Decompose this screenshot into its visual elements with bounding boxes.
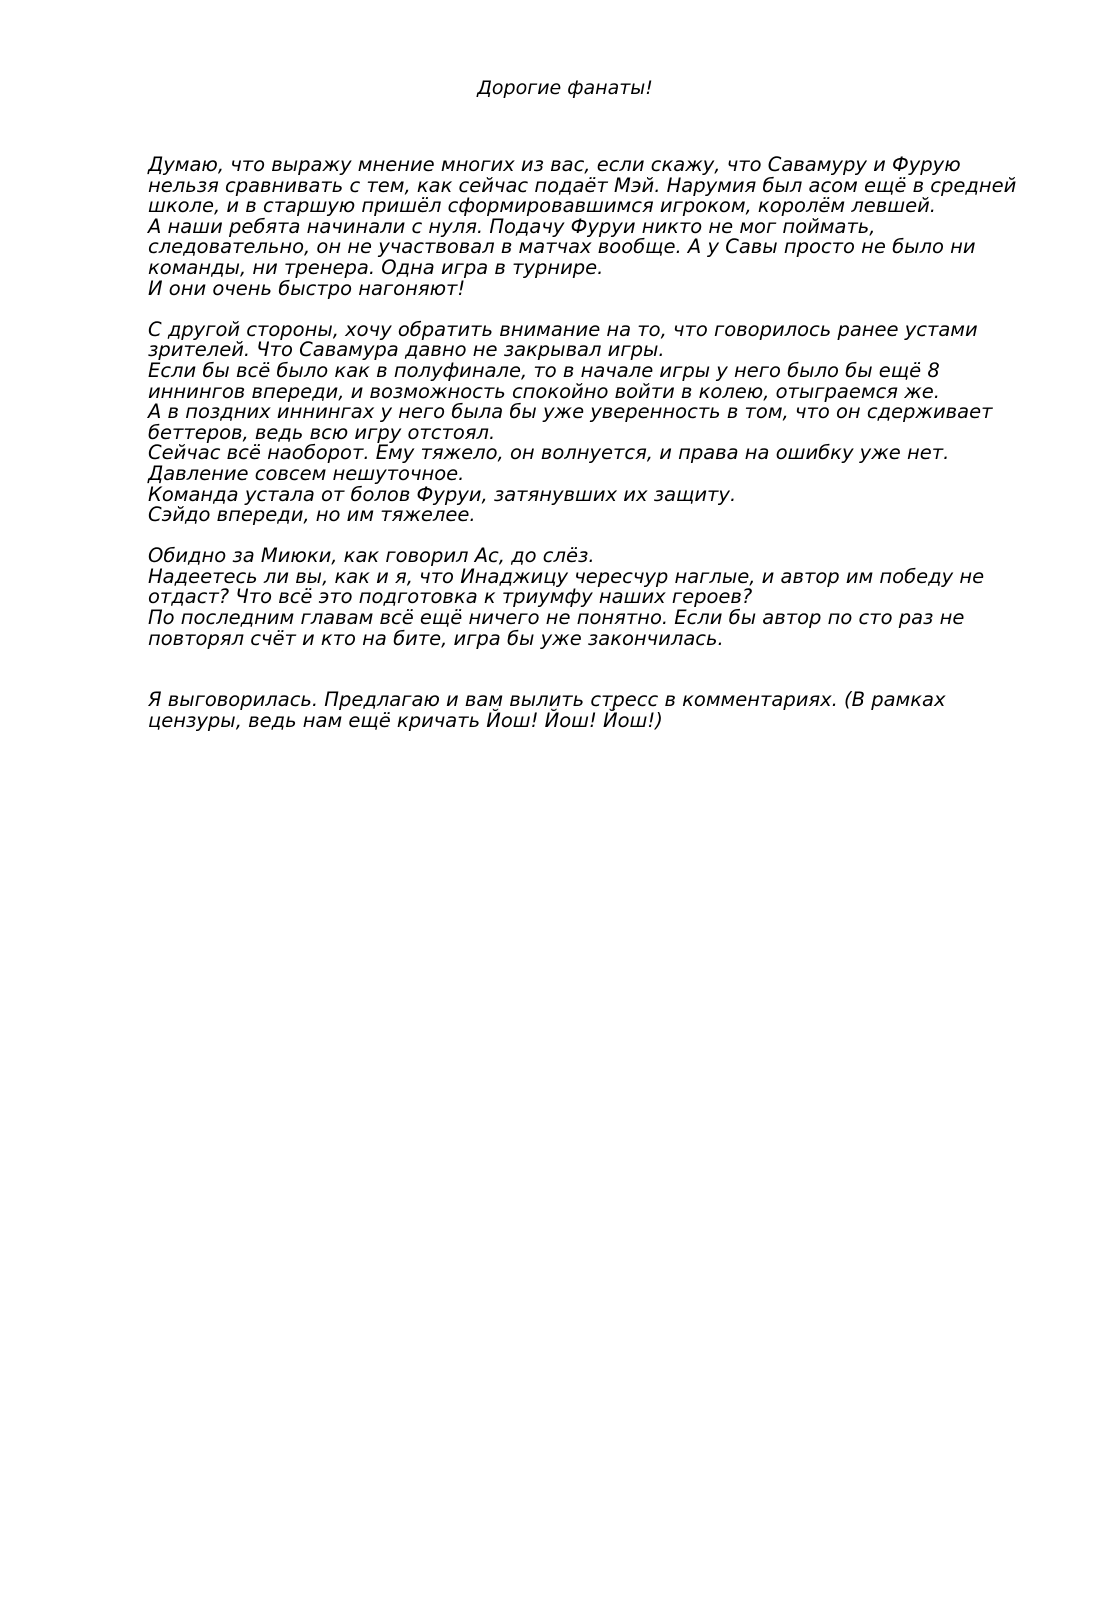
- text-line: Обидно за Миюки, как говорил Ас, до слёз.: [148, 544, 595, 568]
- text-line: иннингов впереди, и возможность спокойно войти в колею, отыграемся же.: [148, 379, 940, 403]
- paragraph-spacer: [148, 649, 1048, 690]
- text-line: школе, и в старшую пришёл сформировавшимся игроком, королём левшей.: [148, 194, 936, 218]
- text-line: следовательно, он не участвовал в матчах вообще. А у Савы просто не было ни: [148, 235, 976, 259]
- text-line: По последним главам всё ещё ничего не понятно. Если бы автор по сто раз не: [148, 606, 965, 630]
- document-body: [148, 155, 1048, 732]
- text-line: нельзя сравнивать с тем, как сейчас подаёт Мэй. Нарумия был асом ещё в средней: [148, 173, 1017, 197]
- text-line: Я выговорилась. Предлагаю и вам вылить стресс в комментариях. (В рамках: [148, 688, 946, 712]
- paragraph-1: [148, 155, 1048, 299]
- text-line: Надеетесь ли вы, как и я, что Инаджицу чересчур наглые, и автор им победу не: [148, 564, 985, 588]
- paragraph-3: [148, 546, 1048, 649]
- text-line: цензуры, ведь нам ещё кричать Йош! Йош! Йош!): [148, 709, 663, 733]
- text-line: зрителей. Что Савамура давно не закрывал игры.: [148, 338, 665, 362]
- text-line: Сэйдо впереди, но им тяжелее.: [148, 503, 476, 527]
- text-line: Давление совсем нешуточное.: [148, 461, 465, 485]
- paragraph-spacer: [148, 299, 1048, 320]
- text-line: А наши ребята начинали с нуля. Подачу Фуруи никто не мог поймать,: [148, 214, 876, 238]
- paragraph-2: [148, 317, 1048, 527]
- text-line: повторял счёт и кто на бите, игра бы уже закончилась.: [148, 626, 724, 650]
- text-line: команды, ни тренера. Одна игра в турнире.: [148, 255, 604, 279]
- text-line: С другой стороны, хочу обратить внимание на то, что говорилось ранее устами: [148, 317, 978, 341]
- text-line: И они очень быстро нагоняют!: [148, 276, 466, 300]
- text-line: А в поздних иннингах у него была бы уже уверенность в том, что он сдерживает: [148, 400, 993, 424]
- text-line: беттеров, ведь всю игру отстоял.: [148, 420, 496, 444]
- paragraph-4: [148, 690, 1048, 731]
- text-line: Сейчас всё наоборот. Ему тяжело, он волнуется, и права на ошибку уже нет.: [148, 441, 950, 465]
- text-line: Команда устала от болов Фуруи, затянувших их защиту.: [148, 482, 737, 506]
- text-line: Если бы всё было как в полуфинале, то в начале игры у него было бы ещё 8: [148, 358, 940, 382]
- text-line: отдаст? Что всё это подготовка к триумфу наших героев?: [148, 585, 753, 609]
- paragraph-spacer: [148, 526, 1048, 547]
- text-line: Думаю, что выражу мнение многих из вас, если скажу, что Савамуру и Фурую: [148, 153, 961, 176]
- document-title: Дорогие фанаты!: [477, 77, 653, 99]
